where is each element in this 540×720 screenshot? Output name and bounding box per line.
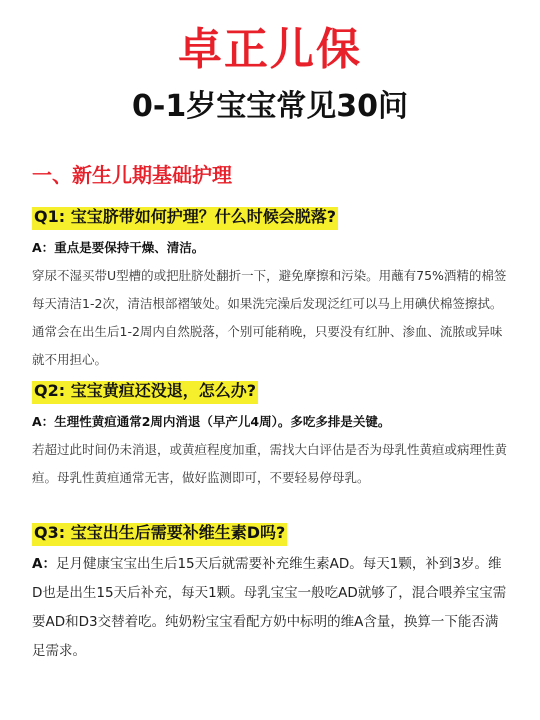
qa-item-1: [32, 204, 508, 374]
question-title: Q2: 宝宝黄疸还没退，怎么办?: [32, 378, 258, 404]
answer-key-point: 生理性黄疸通常2周内消退（早产儿4周）。多吃多排是关键。: [54, 414, 391, 429]
question-title: Q1: 宝宝脐带如何护理？什么时候会脱落?: [32, 204, 338, 230]
section-heading: 一、新生儿期基础护理: [32, 163, 232, 187]
answer-summary: [32, 236, 508, 260]
qa-item-2: [32, 378, 508, 492]
answer-label: A：: [32, 240, 55, 255]
answer-detail: 若超过此时间仍未消退，或黄疸程度加重，需找大白评估是否为母乳性黄疸或病理性黄疸。母乳性黄疸通常无害，做好监测即可，不要轻易停母乳。: [32, 442, 508, 485]
document-subtitle: 0-1岁宝宝常见30问: [132, 89, 408, 124]
answer-label: A：: [32, 414, 55, 429]
answer-body: [32, 550, 508, 666]
answer-key-point: 重点是要保持干燥、清洁。: [54, 240, 205, 255]
qa-item-3: [32, 520, 508, 666]
answer-detail: 穿尿不湿买带U型槽的或把肚脐处翻折一下，避免摩擦和污染。用蘸有75%酒精的棉签每天清洁1-2次，清洁根部褶皱处。如果洗完澡后发现泛红可以马上用碘伏棉签擦拭。通常会在出生后1-2周内自然脱落，个别可能稍晚，只要没有红肿、渗血、流脓或异味就不用担心。: [32, 268, 507, 367]
answer-label: A：: [32, 556, 56, 572]
answer-summary: [32, 410, 508, 434]
brand-title: 卓正儿保: [178, 24, 362, 75]
question-title: Q3: 宝宝出生后需要补维生素D吗?: [32, 520, 287, 546]
answer-text: 足月健康宝宝出生后15天后就需要补充维生素AD。每天1颗，补到3岁。维D也是出生15天后补充，每天1颗。母乳宝宝一般吃AD就够了，混合喂养宝宝需要AD和D3交替着吃。纯奶粉宝宝看配方奶中标明的维A含量，换算一下能否满足需求。: [32, 556, 507, 659]
